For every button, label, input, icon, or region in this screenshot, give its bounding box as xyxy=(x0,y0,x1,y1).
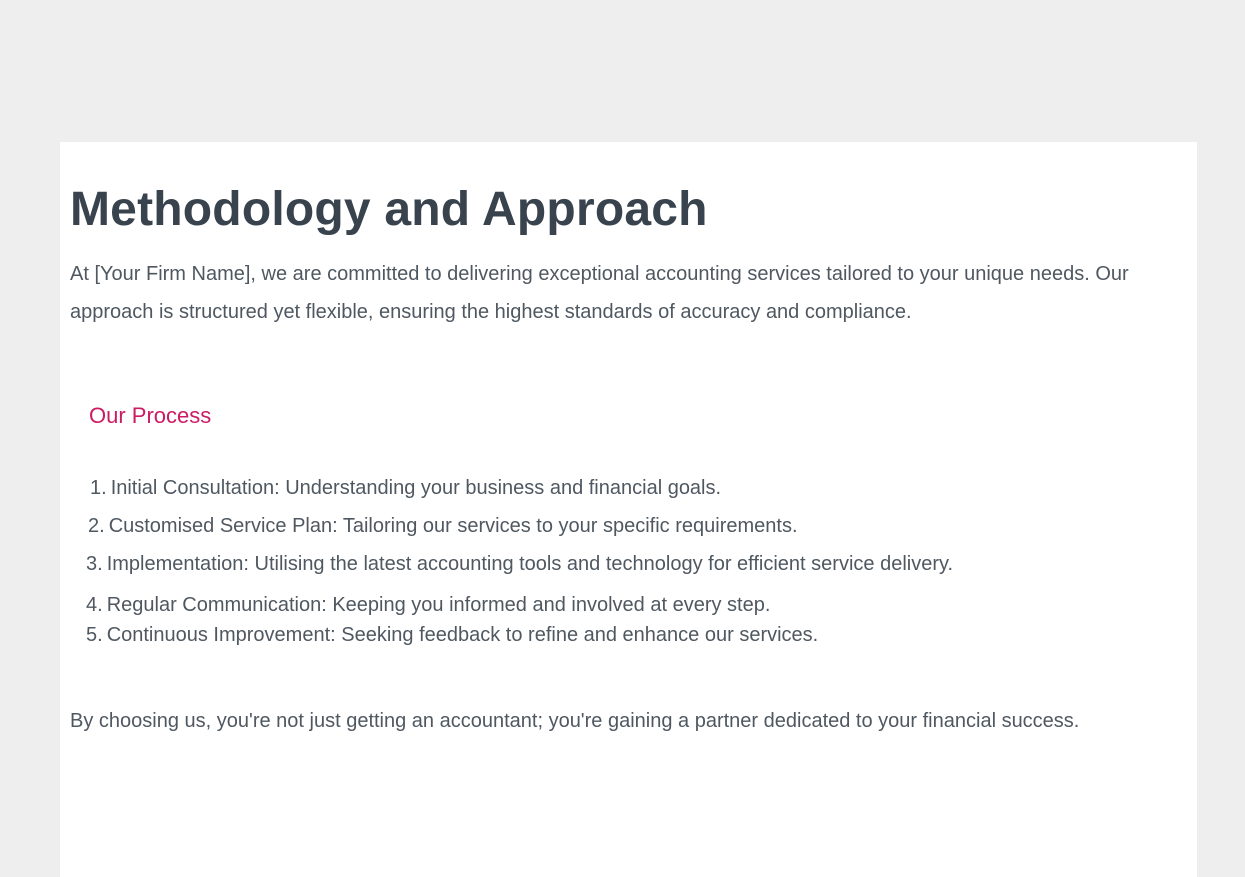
step-text: Initial Consultation: Understanding your business and financial goals. xyxy=(110,477,722,499)
process-step-1 xyxy=(86,473,953,511)
process-step-4 xyxy=(86,590,953,620)
process-list xyxy=(86,473,953,650)
step-number: 3. xyxy=(86,553,103,575)
page-title: Methodology and Approach xyxy=(70,183,708,236)
document-page xyxy=(60,142,1197,877)
intro-paragraph: At [Your Firm Name], we are committed to delivering exceptional accounting services tailored to your unique needs. Our approach is structured yet flexible, ensuring the highest standards of accuracy and compliance. xyxy=(70,263,1129,323)
process-step-2 xyxy=(86,511,953,549)
step-text: Implementation: Utilising the latest accounting tools and technology for efficient service delivery. xyxy=(106,553,954,575)
step-number: 4. xyxy=(86,594,103,616)
process-heading: Our Process xyxy=(89,403,212,428)
step-number: 1. xyxy=(90,477,107,499)
step-text: Customised Service Plan: Tailoring our services to your specific requirements. xyxy=(108,515,798,537)
step-text: Regular Communication: Keeping you informed and involved at every step. xyxy=(106,594,771,616)
process-step-3 xyxy=(86,549,953,590)
step-number: 5. xyxy=(86,624,103,646)
process-step-5 xyxy=(86,620,953,650)
step-text: Continuous Improvement: Seeking feedback to refine and enhance our services. xyxy=(106,624,819,646)
closing-paragraph: By choosing us, you're not just getting an accountant; you're gaining a partner dedicated to your financial success. xyxy=(70,710,1080,732)
step-number: 2. xyxy=(88,515,105,537)
